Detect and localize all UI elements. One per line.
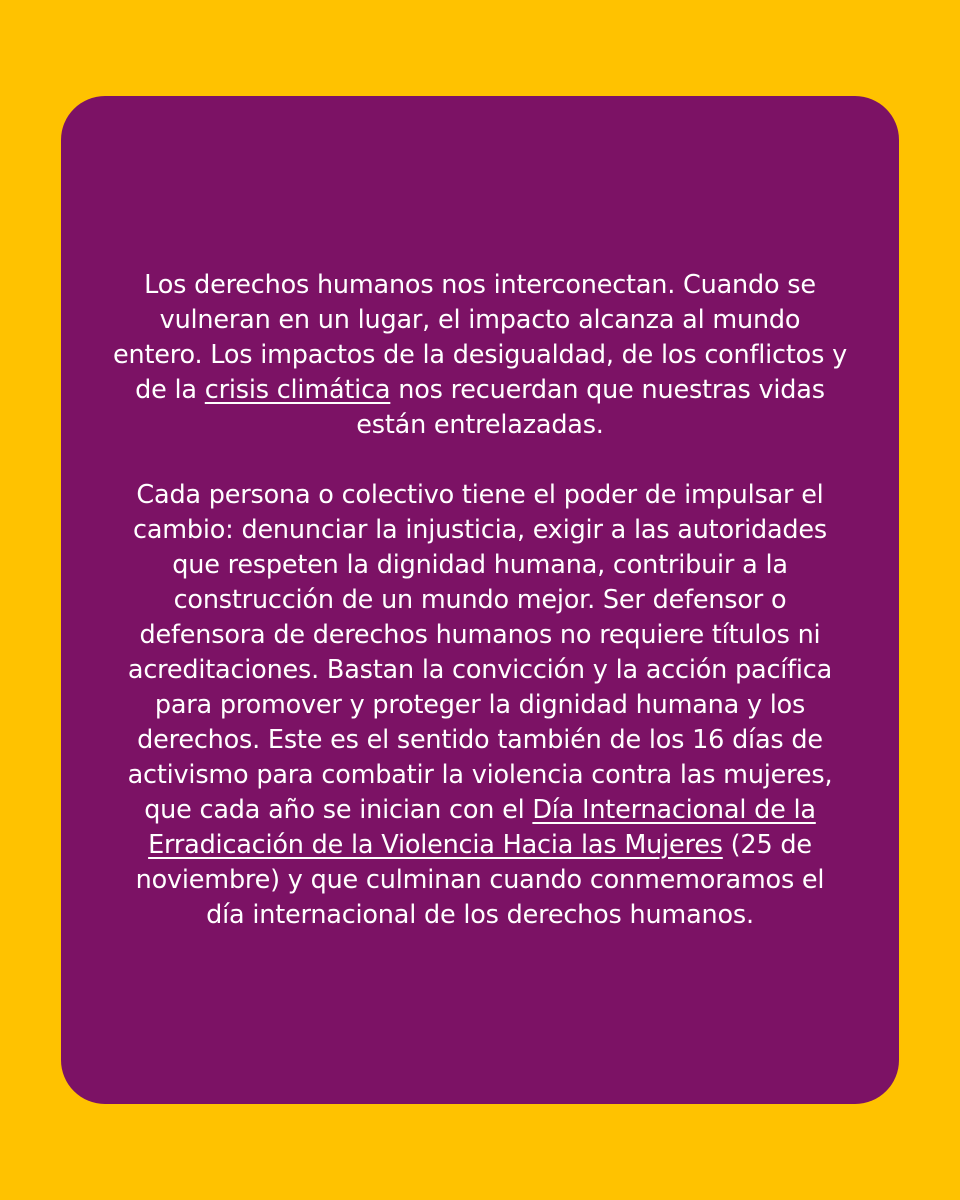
link-dia-internacional-erradicacion-violencia[interactable]: Día Internacional de la Erradicación de la Violencia Hacia las Mujeres — [148, 794, 816, 860]
paragraph-1-text-start: Los derechos humanos nos interconectan. Cuando se vulneran en un lugar, el impacto alcanza al mundo entero. Los impactos de la desigualdad, de los conflictos y de la — [113, 269, 847, 405]
paragraph-2-text-start: Cada persona o colectivo tiene el poder de impulsar el cambio: denunciar la injusticia, exigir a las autoridades que respeten la dignidad humana, contribuir a la construcción de un mundo mejor. Ser defensor o defensora de derechos humanos no requiere títulos ni acreditaciones. Bastan la convicción y la acción pacífica para promover y proteger la dignidad humana y los derechos. Este es el sentido también de los 16 días de activismo para combatir la violencia contra las mujeres, que cada año se inician con el — [127, 479, 833, 825]
link-crisis-climatica[interactable]: crisis climática — [204, 374, 391, 405]
paragraph-interconnection — [113, 268, 847, 443]
paragraph-1-text-end: nos recuerdan que nuestras vidas están entrelazadas. — [356, 374, 825, 440]
paragraph-activism — [113, 478, 847, 933]
content-card — [61, 96, 899, 1104]
paragraph-2-text-end: (25 de noviembre) y que culminan cuando conmemoramos el día internacional de los derechos humanos. — [135, 829, 825, 930]
